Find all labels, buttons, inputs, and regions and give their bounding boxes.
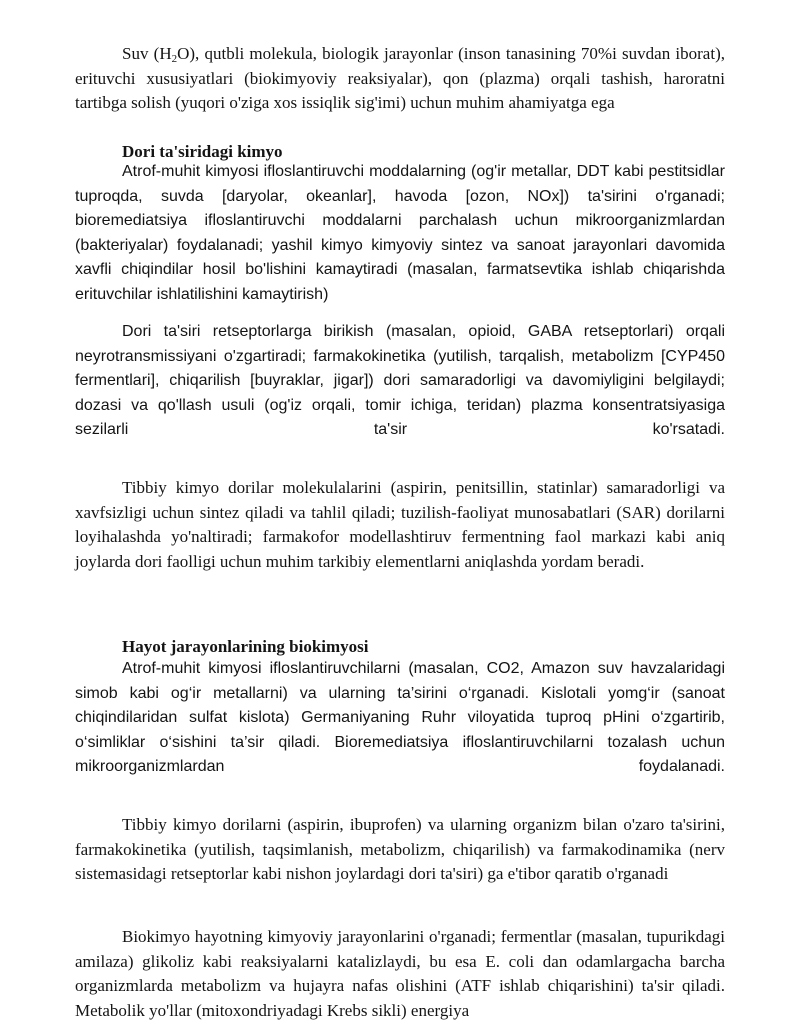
paragraph-water-text-start: Suv (H xyxy=(122,44,172,63)
paragraph-medicinal-chemistry: Tibbiy kimyo dorilar molekulalarini (aspirin, penitsillin, statinlar) samaradorligi va xavfsizligi uchun sintez qiladi va tahlil qiladi; tuzilish-faoliyat munosabatlari (SAR) dorilarni loyihalashda yo'naltiradi; farmakofor modellashtiruv fermentning faol markazi kabi aniq joylarda dori faolligi uchun muhim tarkibiy elementlarni aniqlashda yordam beradi. xyxy=(75,478,725,571)
subscript-two: 2 xyxy=(171,53,178,65)
paragraph-water-text-end: O), qutbli molekula, biologik jarayonlar (inson tanasining 70%i suvdan iborat), erituvchi xususiyatlari (biokimyoviy reaksiyalar), qon (plazma) orqali tashish, haroratni tartibga solish (yuqori o'ziga xos issiqlik sig'imi) uchun muhim ahamiyatga ega xyxy=(75,44,725,112)
paragraph-water xyxy=(75,42,725,116)
section-heading-drug-chemistry: Dori ta'siridagi kimyo xyxy=(122,142,283,161)
paragraph-biochemistry: Biokimyo hayotning kimyoviy jarayonlarini o'rganadi; fermentlar (masalan, tupurikdagi amilaza) glikoliz kabi reaksiyalarni katalizlaydi, bu esa E. coli dan odamlargacha barcha organizmlarda metabolizm va hujayra nafas olishini (ATF ishlab chiqarishini) ta'sir qiladi. Metabolik yo'llar (mitoxondriyadagi Krebs sikli) energiya xyxy=(75,927,725,1020)
paragraph-drug-action: Dori ta'siri retseptorlarga birikish (masalan, opioid, GABA retseptorlari) orqali neyrotransmissiyani o'zgartiradi; farmakokinetika (yutilish, tarqalish, metabolizm [CYP450 fermentlari], chiqarilish [buyraklar, jigar]) dori samaradorligi va davomiyligini belgilaydi; dozasi va qo'llash usuli (og'iz orqali, tomir ichiga, teridan) plazma konsentratsiyasiga sezilarli ta'sir ko'rsatadi. xyxy=(75,323,725,438)
paragraph-pollutants: Atrof-muhit kimyosi ifloslantiruvchilarni (masalan, CO2, Amazon suv havzalaridagi simob kabi og‘ir metallarni) va ularning ta’sirini o‘rganadi. Kislotali yomg‘ir (sanoat chiqindilaridan sulfat kislota) Germaniyaning Ruhr viloyatida tuproq pHini o‘zgartirib, o‘simliklar o‘sishini ta’sir qiladi. Bioremediatsiya ifloslantiruvchilarni tozalash uchun mikroorganizmlardan foydalanadi. xyxy=(75,660,725,775)
section-heading-biochemistry: Hayot jarayonlarining biokimyosi xyxy=(122,637,369,656)
paragraph-environmental-chemistry: Atrof-muhit kimyosi ifloslantiruvchi moddalarning (og'ir metallar, DDT kabi pestitsidlar tuproqda, suvda [daryolar, okeanlar], havoda [ozon, NOx]) ta'sirini o'rganadi; bioremediatsiya ifloslantiruvchi moddalarni parchalash uchun mikroorganizmlardan (bakteriyalar) foydalanadi; yashil kimyo kimyoviy sintez va sanoat jarayonlari davomida xavfli chiqindilar hosil bo'lishini kamaytiradi (masalan, farmatsevtika ishlab chiqarishda erituvchilar ishlatilishini kamaytirish) xyxy=(75,163,725,303)
paragraph-pharmacology: Tibbiy kimyo dorilarni (aspirin, ibuprofen) va ularning organizm bilan o'zaro ta'sirini, farmakokinetika (yutilish, taqsimlanish, metabolizm, chiqarilish) va farmakodinamika (nerv sistemasidagi retseptorlar kabi nishon joylardagi dori ta'siri) ga e'tibor qaratib o'rganadi xyxy=(75,815,725,883)
